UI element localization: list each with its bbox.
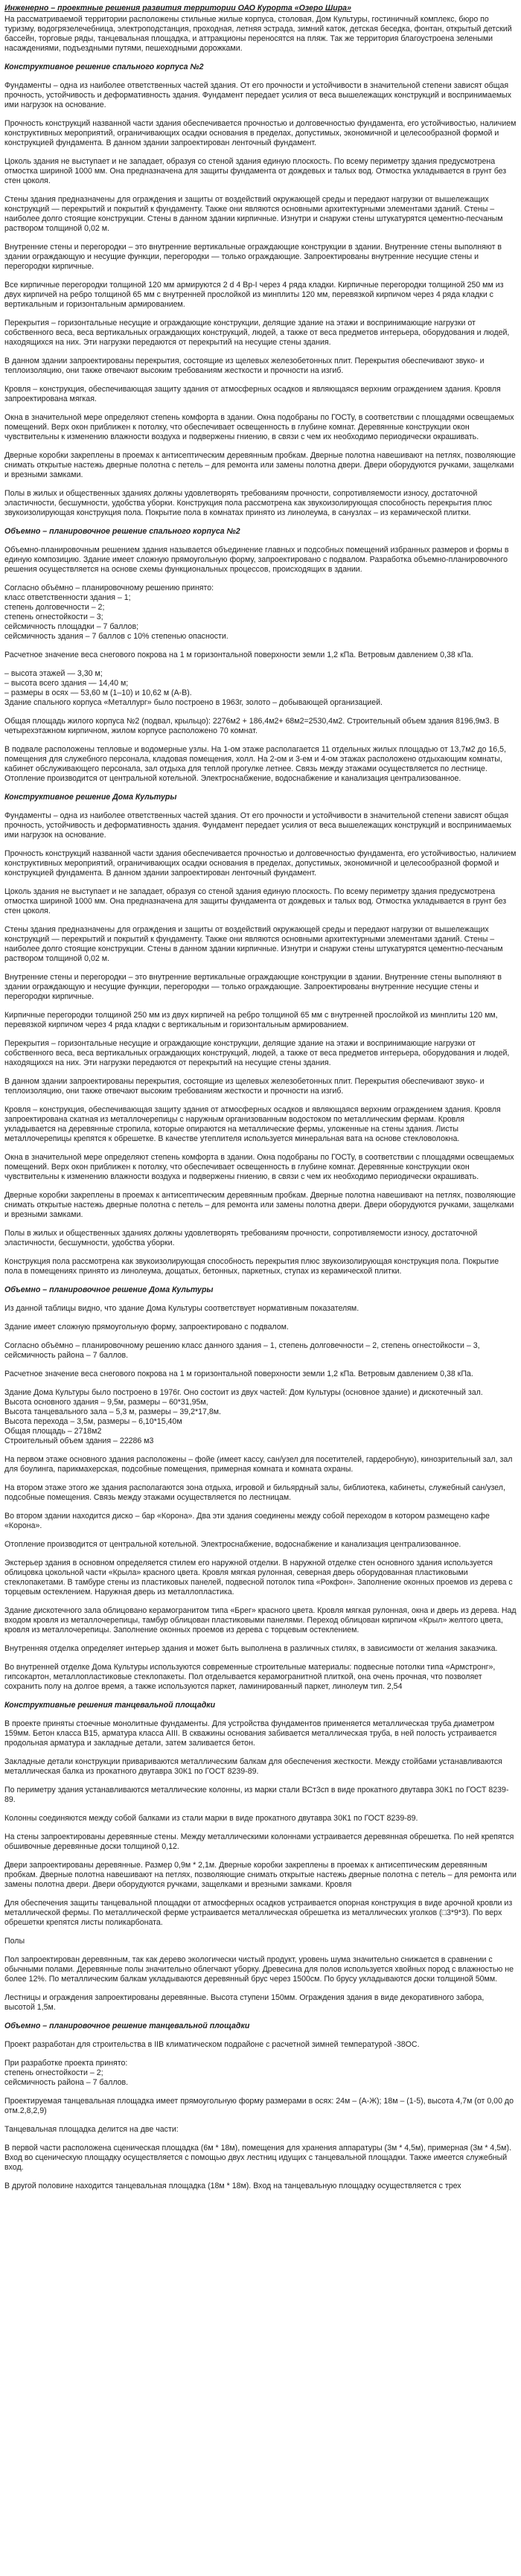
paragraph: Полы в жилых и общественных зданиях должны удовлетворять требованиям прочности, сопротивляемости износу, достаточной эластичности, бесшумности, удобства уборки. xyxy=(4,1229,478,1247)
paragraph: Стены здания предназначены для ограждения и защиты от воздействий окружающей среды и передают нагрузки от вышележащих конструкций — перекрытий и покрытий к фундаменту. Также они являются основными архитектурными элементами зданий. Стены – наиболее долго стоящие конструкции. Стены в данном здании кирпичные. Изнутри и снаружи стены штукатурятся цементно-песчаным раствором толщиной 0,02 м. xyxy=(4,195,503,233)
paragraph: На стены запроектированы деревянные стены. Между металлическими колоннами устраивается деревянная обрешетка. По ней крепятся обшивочные деревянные доски толщиной 0,12. xyxy=(4,1832,514,1851)
paragraph: На втором этаже этого же здания располагаются зона отдыха, игровой и бильярдный залы, библиотека, кабинеты, служебный сан/узел, подсобные помещения. Связь между этажами осуществляется по лестницам. xyxy=(4,1483,505,1502)
list-line: При разработке проекта принято: xyxy=(4,2059,128,2068)
paragraph: Окна в значительной мере определяют степень комфорта в здании. Окна подобраны по ГОСТу, в соответствии с площадями освещаемых помещений. Верх окон приближен к потолку, что обеспечивает освещенность в глубине комнат. Деревянные конструкции окон чувствительны к изменению влажности воздуха и подвержены гниению, в связи с чем их необходимо периодически окрашивать. xyxy=(4,413,514,441)
list-line: Высота перехода – 3,5м, размеры – 6,10*15,40м xyxy=(4,1417,182,1426)
list-line: степень долговечности – 2; xyxy=(4,603,105,612)
list-line: степень огнестойкости – 2; xyxy=(4,2068,103,2077)
paragraph: Прочность конструкций названной части здания обеспечивается прочностью и долговечностью фундамента, его устойчивостью, наличием конструктивных мероприятий, ограничивающих осадки основания в пределах, допустимых, экономичной и целесообразной формой и конструкцией фундамента. В данном здании запроектирован ленточный фундамент. xyxy=(4,119,517,147)
paragraph: Цоколь здания не выступает и не западает, образуя со стеной здания единую плоскость. По всему периметру здания предусмотрена отмостка шириной 1000 мм. Она предназначена для защиты фундамента от дождевых и талых вод. Отмостка укладывается в грунт без стен цоколя. xyxy=(4,157,507,185)
paragraph: Общая площадь жилого корпуса №2 (подвал, крыльцо): 2276м2 + 186,4м2+ 68м2=2530,4м2. Строительный объем здания 8196,9м3. В четырехэтажном кирпичном, жилом корпусе расположено 70 комнат. xyxy=(4,717,499,735)
list-line: Высота основного здания – 9,5м, размеры – 60*31,95м, xyxy=(4,1398,208,1407)
paragraph: Двери запроектированы деревянные. Размер 0,9м * 2,1м. Дверные коробки закреплены в проемах к антисептическим деревянным пробкам. Дверные полотна навешивают на петлях, позволяющие снимать открытые настежь дверные полотна с петель – для ремонта или замены полотна двери. Двери оборудуются ручками, защелками и врезными замками. Кровля xyxy=(4,1861,517,1889)
list-line: Здание Дома Культуры было построено в 1976г. Оно состоит из двух частей: Дом Культуры (основное здание) и дискотечный зал. xyxy=(4,1388,483,1397)
paragraph: Все кирпичные перегородки толщиной 120 мм армируются 2 d 4 Вр-I через 4 ряда кладки. Кирпичные перегородки толщиной 250 мм из двух кирпичей на ребро толщиной 65 мм с внутренней прослойкой из минплиты 120 мм, перевязкой кирпичом через 4 ряда кладки с вертикальным и горизонтальным армированием. xyxy=(4,281,504,309)
paragraph: Пол запроектирован деревянным, так как дерево экологически чистый продукт, уровень шума значительно снижается в сравнении с обычными полами. Деревянные полы значительно облегчают уборку. Древесина для полов используется хвойных пород с влажностью не более 12%. По металлическим балкам укладываются деревянный брус через 1500см. По брусу укладываются доски толщиной 50мм. xyxy=(4,1955,514,1984)
paragraph: Цоколь здания не выступает и не западает, образуя со стеной здания единую плоскость. По всему периметру здания предусмотрена отмостка шириной 1000 мм. Она предназначена для защиты фундамента от дождевых и талых вод. Отмостка укладывается в грунт без стен цоколя. xyxy=(4,887,507,915)
paragraph: Стены здания предназначены для ограждения и защиты от воздействий окружающей среды и передают нагрузки от вышележащих конструкций — перекрытий и покрытий к фундаменту. Также они являются основными архитектурными элементами зданий. Стены – наиболее долго стоящие конструкции. Стены в данном здании кирпичные. Изнутри и снаружи стены штукатурятся цементно-песчаным раствором толщиной 0,02 м. xyxy=(4,925,503,963)
paragraph: Перекрытия – горизонтальные несущие и ограждающие конструкции, делящие здание на этажи и воспринимающие нагрузки от собственного веса, веса вертикальных ограждающих конструкций, людей, а также от веса предметов интерьера, оборудования и людей, находящихся на них. Эти нагрузки передаются от перекрытий на несущие стены здания. xyxy=(4,319,510,347)
paragraph: Из данной таблицы видно, что здание Дома Культуры соответствует нормативным показателям. xyxy=(4,1304,359,1313)
paragraph: Полы в жилых и общественных зданиях должны удовлетворять требованиям прочности, сопротивляемости износу, достаточной эластичности, бесшумности, удобства уборки. Конструкция пола рассмотрена как звукоизолирующая способность перекрытия плюс звукоизолирующая конструкция пола. Покрытие пола в комнатах принято из линолеума, в санузлах – из керамической плитки. xyxy=(4,489,493,517)
paragraph: Фундаменты – одна из наиболее ответственных частей здания. От его прочности и устойчивости в значительной степени зависят общая прочность, устойчивость и деформативность здания. Фундамент передает усилия от веса вышележащих конструкций и воспринимаемых ими нагрузок на основание. xyxy=(4,811,512,840)
section-heading: Конструктивное решение Дома Культуры xyxy=(4,793,177,802)
paragraph: Экстерьер здания в основном определяется стилем его наружной отделки. В наружной отделке стен основного здания используется облицовка цокольной части «Крыла» красного цвета. Кровля мягкая рулонная, северная дверь оборудованная пластиковыми стеклопакетами. В тамбуре стены из пластиковых панелей, подвесной потолок типа «Рокфон». Заполнение оконных проемов из дерева с торцевым остеклением. Наружная дверь из металлопластика. xyxy=(4,1559,513,1597)
paragraph: Отопление производится от центральной котельной. Электроснабжение, водоснабжение и канализация централизованное. xyxy=(4,1540,461,1549)
paragraph: Окна в значительной мере определяют степень комфорта в здании. Окна подобраны по ГОСТу, в соответствии с площадями освещаемых помещений. Верх окон приближен к потолку, что обеспечивает освещенность в глубине комнат. Деревянные конструкции окон чувствительны к изменению влажности воздуха и подвержены гниению, в связи с чем их необходимо периодически окрашивать. xyxy=(4,1153,514,1181)
section-heading: Конструктивные решения танцевальной площадки xyxy=(4,1701,216,1710)
paragraph: В проекте приняты стоечные монолитные фундаменты. Для устройства фундаментов применяется металлическая труба диаметром 159мм. Бетон класса В15, арматура класса АIII. В скважины основания забивается металлическая труба, в ней полость устраивается продольная арматура и закладные детали, затем заливается бетон. xyxy=(4,1719,497,1748)
list-line: – размеры в осях — 53,60 м (1–10) и 10,62 м (А-В). xyxy=(4,688,192,697)
list-line: Общая площадь – 2718м2 xyxy=(4,1427,102,1436)
paragraph: Во втором здании находится диско – бар «Корона». Два эти здания соединены между собой переходом в котором размещено кафе «Корона». xyxy=(4,1512,490,1530)
paragraph: Дверные коробки закреплены в проемах к антисептическим деревянным пробкам. Дверные полотна навешивают на петлях, позволяющие снимать открытые настежь дверные полотна с петель – для ремонта или замены полотна двери. Двери оборудуются ручками, защелками и врезными замками. xyxy=(4,451,516,479)
paragraph: В другой половине находится танцевальная площадка (18м * 18м). Вход на танцевальную площадку осуществляется с трех xyxy=(4,2182,461,2190)
paragraph: Лестницы и ограждения запроектированы деревянные. Высота ступени 150мм. Ограждения здания в виде декоративного забора, высотой 1,5м. xyxy=(4,1993,485,2012)
paragraph: Фундаменты – одна из наиболее ответственных частей здания. От его прочности и устойчивости в значительной степени зависят общая прочность, устойчивость и деформативность здания. Фундамент передает усилия от веса вышележащих конструкций и воспринимаемых ими нагрузок на основание. xyxy=(4,81,512,109)
section-heading: Объемно – планировочное решение танцевальной площадки xyxy=(4,2022,250,2030)
paragraph: Расчетное значение веса снегового покрова на 1 м горизонтальной поверхности земли 1,2 кПа. Ветровым давлением 0,38 кПа. xyxy=(4,651,473,659)
paragraph: На первом этаже основного здания расположены – фойе (имеет кассу, сан/узел для посетителей, гардеробную), кинозрительный зал, зал для боулинга, парикмахерская, подсобные помещения, примерная комната и комната охраны. xyxy=(4,1455,513,1474)
list-line: сейсмичность площадки – 7 баллов; xyxy=(4,622,139,631)
list-line: класс ответственности здания – 1; xyxy=(4,593,131,602)
paragraph: Внутренние стены и перегородки – это внутренние вертикальные ограждающие конструкции в здании. Внутренние стены выполняют в здании ограждающую и несущие функции, перегородки — только ограждающие. Запроектированы внутренние несущие стены и перегородки кирпичные. xyxy=(4,243,502,271)
list-line: степень огнестойкости – 3; xyxy=(4,613,103,621)
paragraph: По периметру здания устанавливаются металлические колонны, из марки стали ВСт3сп в виде прокатного двутавра 30К1 по ГОСТ 8239-89. xyxy=(4,1786,509,1804)
paragraph: Дверные коробки закреплены в проемах к антисептическим деревянным пробкам. Дверные полотна навешивают на петлях, позволяющие снимать открытые настежь дверные полотна с петель – для ремонта или замены полотна двери. Двери оборудуются ручками, защелками и врезными замками. xyxy=(4,1191,516,1219)
paragraph: Расчетное значение веса снегового покрова на 1 м горизонтальной поверхности земли 1,2 кПа. Ветровым давлением 0,38 кПа. xyxy=(4,1370,473,1378)
paragraph: На рассматриваемой территории расположены стильные жилые корпуса, столовая, Дом Культуры, гостиничный комплекс, бюро по туризму, водогрязелечебница, электроподстанция, проходная, летняя эстрада, зимний каток, детская беседка, фонтан, открытый детский бассейн, торговые ряды, танцевальная площадка, и аттракционы переносятся на пляж. Так же территория благоустроена зелеными насаждениями, подъездными путями, пешеходными дорожками. xyxy=(4,15,512,53)
list-line: Согласно объёмно – планировочному решению принято: xyxy=(4,584,214,592)
paragraph: сейсмичность района – 7 баллов. xyxy=(4,2078,129,2087)
paragraph: Перекрытия – горизонтальные несущие и ограждающие конструкции, делящие здание на этажи и воспринимающие нагрузки от собственного веса, веса вертикальных ограждающих конструкций, людей, а также от веса предметов интерьера, оборудования и людей, находящихся на них. Эти нагрузки передаются от перекрытий на несущие стены здания. xyxy=(4,1039,510,1067)
paragraph: В данном здании запроектированы перекрытия, состоящие из щелевых железобетонных плит. Перекрытия обеспечивают звуко- и теплоизоляцию, они также отвечают высоким требованиям жесткости и прочности на изгиб. xyxy=(4,1077,485,1096)
paragraph: Кровля – конструкция, обеспечивающая защиту здания от атмосферных осадков и являющаяся верхним ограждением здания. Кровля запроектирована скатная из металлочерепицы с наружным организованным водостоком по металлическим фермам. Кровля укладывается на деревянные стропила, которые опираются на металлические фермы, уложенные на стены здания. Листы металлочерепицы крепятся к обрешетке. В качестве утеплителя используется минеральная вата на основе стекловолокна. xyxy=(4,1105,501,1143)
paragraph: Внутренняя отделка определяет интерьер здания и может быть выполнена в различных стилях, в зависимости от желания заказчика. xyxy=(4,1644,498,1653)
paragraph: Проектируемая танцевальная площадка имеет прямоугольную форму размерами в осях: 24м – (А-Ж); 18м – (1-5), высота 4,7м (от 0,00 до отм.2,8,2,9) xyxy=(4,2097,514,2115)
paragraph: Объемно-планировочным решением здания называется объединение главных и подсобных помещений избранных размеров и формы в единую композицию. Здание имеет сложную прямоугольную форму, запроектировано с подвалом. Разработка объемно-планировочного решения осуществляется на основе схемы функциональных процессов, происходящих в здании. xyxy=(4,546,509,574)
list-line: Высота танцевального зала – 5,3 м, размеры – 39,2*17,8м. xyxy=(4,1407,221,1416)
paragraph: сейсмичность здания – 7 баллов с 10% степенью опасности. xyxy=(4,632,228,641)
paragraph: Кровля – конструкция, обеспечивающая защиту здания от атмосферных осадков и являющаяся верхним ограждением здания. Кровля запроектирована мягкая. xyxy=(4,385,501,403)
paragraph: В подвале расположены тепловые и водомерные узлы. На 1-ом этаже располагается 11 отдельных жилых площадью от 13,7м2 до 16,5, помещения для служебного персонала, кладовая помещения, холл. На 2-ом и 3-ем и 4-ом этажах расположено отдыхающим комнаты, кабинет обслуживающего персонала, зал отдыха для теплой прогулке летнее. Связь между этажами осуществляется по лестнице. Отопление производится от центральной котельной. Электроснабжение, водоснабжение и канализация централизованное. xyxy=(4,745,506,783)
paragraph: Полы xyxy=(4,1937,25,1946)
paragraph: Во внутренней отделке Дома Культуры используются современные строительные материалы: подвесные потолки типа «Армстронг», гипсокартон, металлопластиковые стеклопакеты. Пол отделывается керамогранитной плиткой, она очень прочная, что позволяет сохранить полу на долгое время, а также используются паркет, ламинированный паркет, линолеум тип. 2,54 xyxy=(4,1663,496,1691)
paragraph: Танцевальная площадка делится на две части: xyxy=(4,2125,179,2134)
paragraph: Закладные детали конструкции привариваются металлическим балкам для обеспечения жесткости. Между стойбами устанавливаются металлическая балка из прокатного двутавра 30К1 по ГОСТ 8239-89. xyxy=(4,1757,502,1776)
paragraph: Внутренние стены и перегородки – это внутренние вертикальные ограждающие конструкции в здании. Внутренние стены выполняют в здании ограждающую и несущие функции, перегородки — только ограждающие. Запроектированы внутренние несущие стены и перегородки кирпичные. xyxy=(4,973,502,1001)
list-line: – высота этажей — 3,30 м; xyxy=(4,669,103,678)
paragraph: В первой части расположена сценическая площадка (6м * 18м), помещения для хранения аппаратуры (3м * 4,5м), примерная (3м * 4,5м). Вход во сценическую площадку осуществляется с помощью двух лестниц идущих с танцевальной площадки. Также имеется служебный вход. xyxy=(4,2144,511,2172)
paragraph: Строительный объем здания – 22286 м3 xyxy=(4,1436,154,1445)
paragraph: Здание спального корпуса «Металлург» было построено в 1963г, золото – добывающей организацией. xyxy=(4,698,383,707)
paragraph: Здание имеет сложную прямоугольную форму, запроектировано с подвалом. xyxy=(4,1323,289,1332)
paragraph: Для обеспечения защиты танцевальной площадки от атмосферных осадков устраивается опорная конструкция в виде арочной кровли из металлической фермы. По металлической ферме устраивается металлическая обрешетка из металлических уголков (□3*9*3). По верх обрешетки крепятся листы поликарбоната. xyxy=(4,1899,513,1927)
paragraph: Здание дискотечного зала облицовано керамогранитом типа «Брег» красного цвета. Кровля мягкая рулонная, окна и дверь из дерева. Над входом кровля из металлочерепицы, тамбур облицован пластиковыми панелями. Переход облицован кирпичом «Крыл» желтого цвета, кровля из металлочерепицы. Заполнение оконных проемов из дерева с торцевым остеклением. xyxy=(4,1606,517,1634)
section-heading: Объемно – планировочное решение спального корпуса №2 xyxy=(4,527,240,536)
document-body xyxy=(4,15,517,2191)
paragraph: Колонны соединяются между собой балками из стали марки в виде прокатного двутавра 30К1 по ГОСТ 8239-89. xyxy=(4,1814,418,1823)
paragraph: Кирпичные перегородки толщиной 250 мм из двух кирпичей на ребро толщиной 65 мм с внутренней прослойкой из минплиты 120 мм, перевязкой кирпичом через 4 ряда кладки с вертикальным и горизонтальным армированием. xyxy=(4,1011,498,1029)
section-heading: Объемно – планировочное решение Дома Культуры xyxy=(4,1285,214,1294)
paragraph: Конструкция пола рассмотрена как звукоизолирующая способность перекрытия плюс звукоизолирующая конструкция пола. Покрытие пола в помещениях принято из линолеума, дощатых, бетонных, паркетных, ступах из керамической плитки. xyxy=(4,1257,499,1276)
paragraph: Прочность конструкций названной части здания обеспечивается прочностью и долговечностью фундамента, его устойчивостью, наличием конструктивных мероприятий, ограничивающих осадки основания в пределах, допустимых, экономичной и целесообразной формой и конструкцией фундамента. В данном здании запроектирован ленточный фундамент. xyxy=(4,849,517,878)
paragraph: В данном здании запроектированы перекрытия, состоящие из щелевых железобетонных плит. Перекрытия обеспечивают звуко- и теплоизоляцию, они также отвечают высоким требованиям жесткости и прочности на изгиб. xyxy=(4,357,485,375)
document-title: Инженерно – проектные решения развития территории ОАО Курорта «Озеро Шира» xyxy=(4,4,351,13)
paragraph: Согласно объёмно – планировочному решению класс данного здания – 1, степень долговечности – 2, степень огнестойкости – 3, сейсмичность района – 7 баллов. xyxy=(4,1341,480,1360)
list-line: – высота всего здания — 14,40 м; xyxy=(4,679,129,688)
section-heading: Конструктивное решение спального корпуса №2 xyxy=(4,63,204,71)
paragraph: Проект разработан для строительства в IIВ климатическом подрайоне с расчетной зимней температурой -38ОС. xyxy=(4,2040,420,2049)
